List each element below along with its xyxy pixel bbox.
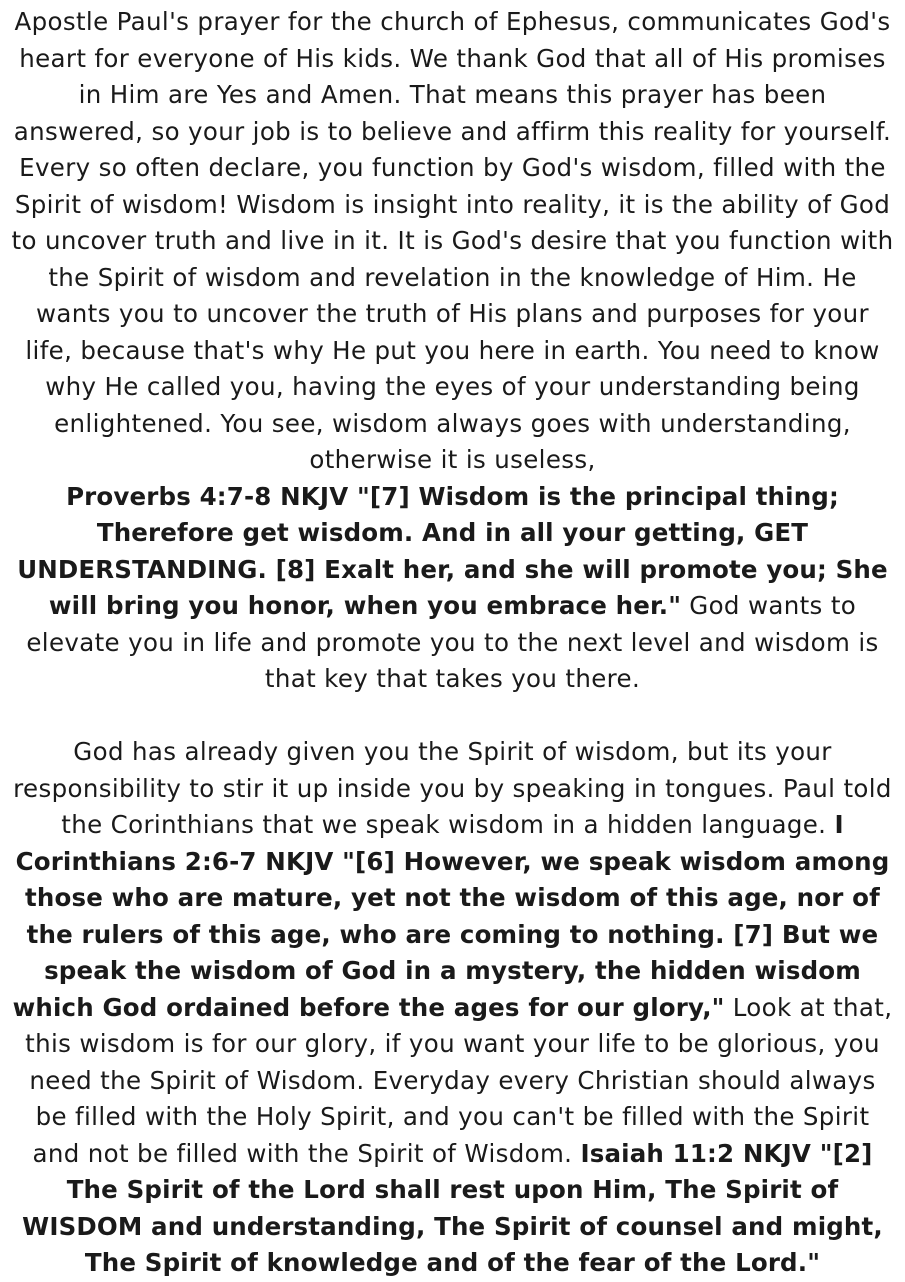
paragraph-1-intro: Apostle Paul's prayer for the church of Ephesus, communicates God's heart for everyone of His kids. We thank God that all of His promises in Him are Yes and Amen. That means this prayer has been answered, so your job is to believe and affirm this reality for yourself. Every so often declare, you function by God's wisdom, filled with the Spirit of wisdom! Wisdom is insight into reality, it is the ability of God to uncover truth and live in it. It is God's desire that you function with the Spirit of wisdom and revelation in the knowledge of Him. He wants you to uncover the truth of His plans and purposes for your life, because that's why He put you here in earth. You need to know why He called you, having the eyes of your understanding being enlightened. You see, wisdom always goes with understanding, otherwise it is useless, (11, 7, 894, 474)
paragraph-1-closing: God wants to elevate you in life and promote you to the next level and wisdom is that key that takes you there. (26, 591, 879, 693)
scripture-1-corinthians-2-6-7: I Corinthians 2:6-7 NKJV "[6] However, we speak wisdom among those who are mature, yet not the wisdom of this age, nor of the rulers of this age, who are coming to nothing. [7] But we speak the wisdom of God in a mystery, the hidden wisdom which God ordained before the ages for our glory," (12, 810, 890, 1022)
paragraph-spacer (10, 698, 895, 735)
paragraph-wisdom-prayer (10, 4, 895, 698)
paragraph-spirit-of-wisdom (10, 734, 895, 1282)
document-body (0, 4, 905, 1282)
scripture-isaiah-11-2: Isaiah 11:2 NKJV "[2] The Spirit of the Lord shall rest upon Him, The Spirit of WISDOM and understanding, The Spirit of counsel and might, The Spirit of knowledge and of the fear of the Lord." (22, 1138, 883, 1277)
paragraph-2-intro: God has already given you the Spirit of wisdom, but its your responsibility to stir it up inside you by speaking in tongues. Paul told the Corinthians that we speak wisdom in a hidden language. (13, 737, 892, 839)
paragraph-2-middle: Look at that, this wisdom is for our glory, if you want your life to be glorious, you need the Spirit of Wisdom. Everyday every Christian should always be filled with the Holy Spirit, and you can't be filled with the Spirit and not be filled with the Spirit of Wisdom. (25, 992, 893, 1168)
scripture-proverbs-4-7-8: Proverbs 4:7-8 NKJV "[7] Wisdom is the principal thing; Therefore get wisdom. And in all your getting, GET UNDERSTANDING. [8] Exalt her, and she will promote you; She will bring you honor, when you embrace her." (17, 481, 888, 620)
